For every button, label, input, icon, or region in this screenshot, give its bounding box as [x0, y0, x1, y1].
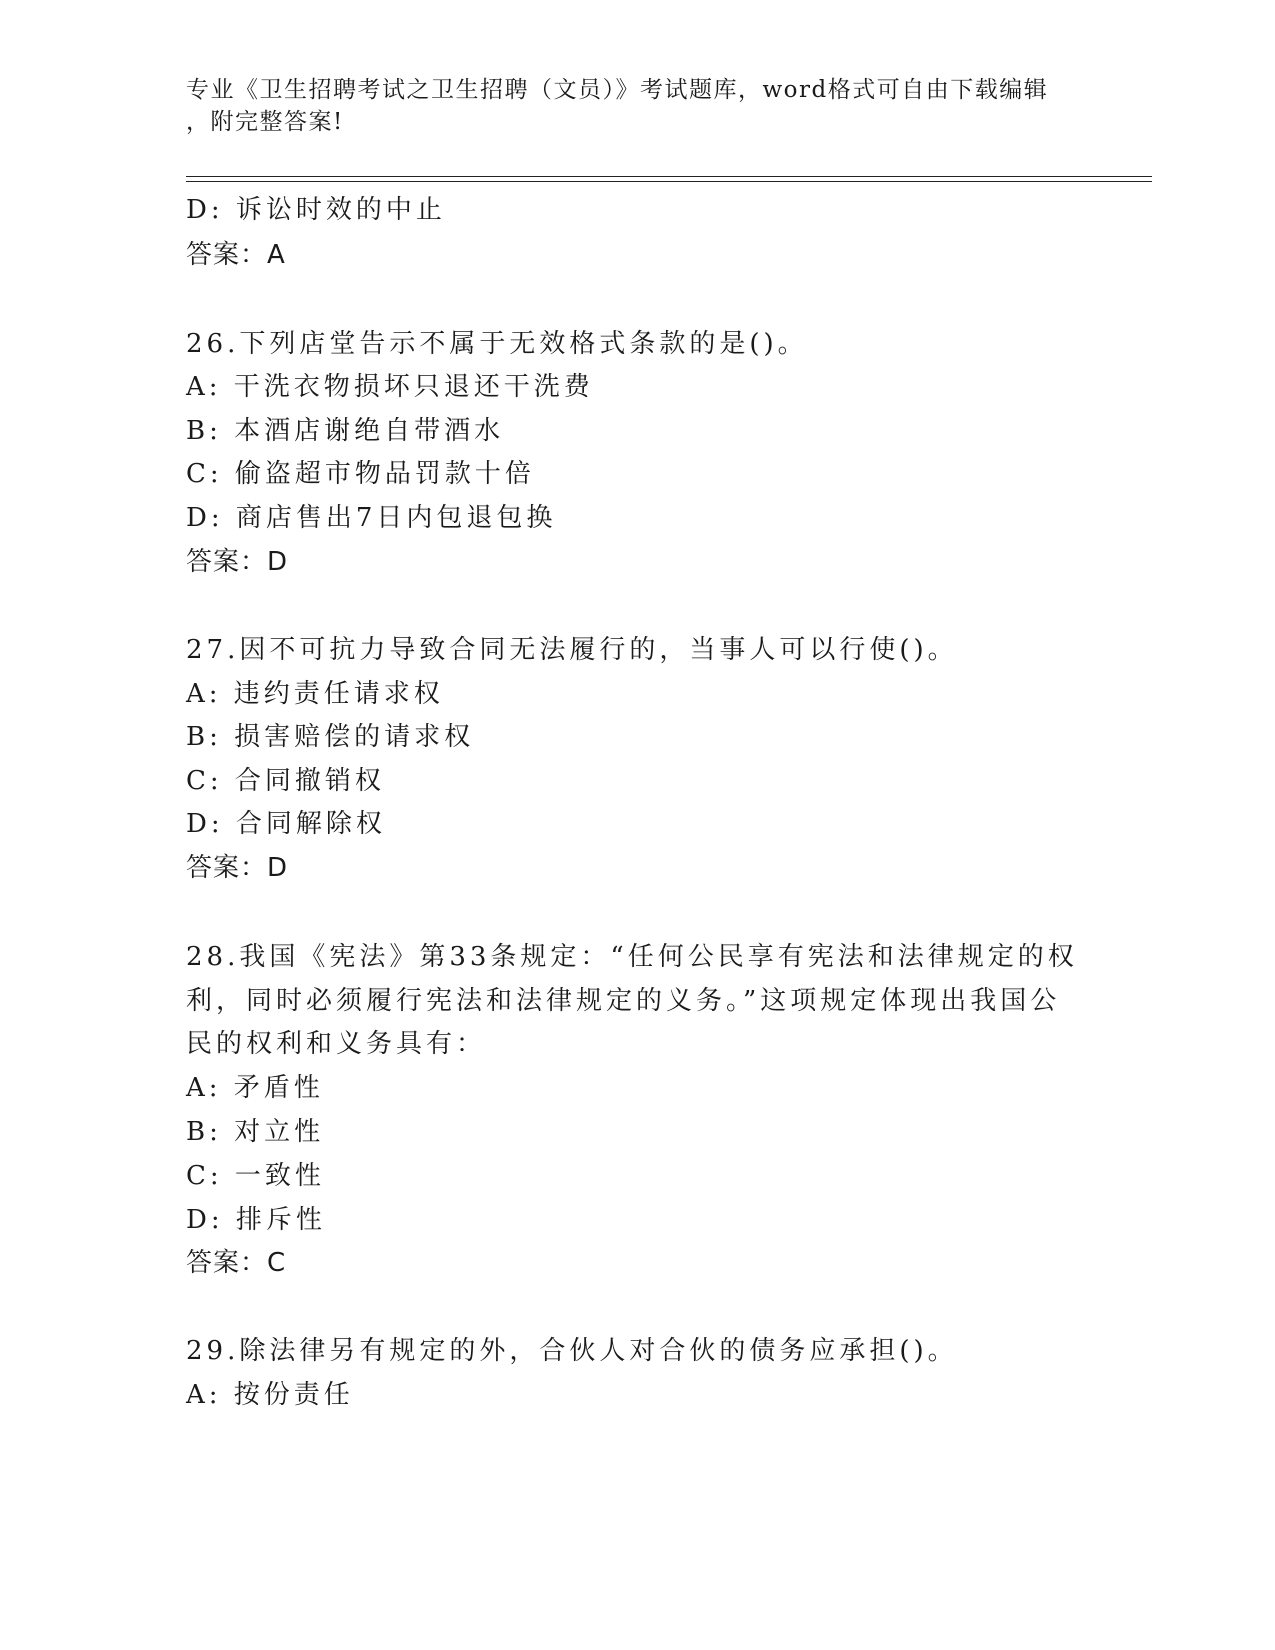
q26-option-c: C: 偷盗超市物品罚款十倍: [186, 459, 535, 489]
q27-option-d: D: 合同解除权: [186, 809, 386, 839]
q26-option-b: B: 本酒店谢绝自带酒水: [186, 416, 505, 446]
q26-answer: 答案：D: [186, 547, 289, 577]
q29-option-a: A: 按份责任: [186, 1380, 354, 1410]
question-27: 27.因不可抗力导致合同无法履行的，当事人可以行使()。: [186, 635, 958, 665]
option-d-prev: D: 诉讼时效的中止: [186, 195, 446, 225]
q28-option-b: B: 对立性: [186, 1117, 325, 1147]
q26-option-d: D: 商店售出7日内包退包换: [186, 503, 557, 533]
q27-answer: 答案：D: [186, 853, 289, 883]
question-26: 26.下列店堂告示不属于无效格式条款的是()。: [186, 329, 808, 359]
question-28-line-1: 28.我国《宪法》第33条规定：“任何公民享有宪法和法律规定的权: [186, 942, 1078, 972]
question-28-line-2: 利，同时必须履行宪法和法律规定的义务。”这项规定体现出我国公: [186, 986, 1061, 1016]
q28-option-d: D: 排斥性: [186, 1205, 326, 1235]
question-28-line-3: 民的权利和义务具有：: [186, 1029, 487, 1059]
header-line-1: 专业《卫生招聘考试之卫生招聘（文员）》考试题库，word格式可自由下载编辑: [186, 77, 1049, 103]
q28-answer: 答案：C: [186, 1248, 287, 1278]
answer-prev: 答案：A: [186, 240, 286, 270]
q28-option-a: A: 矛盾性: [186, 1073, 324, 1103]
q26-option-a: A: 干洗衣物损坏只退还干洗费: [186, 372, 594, 402]
q27-option-a: A: 违约责任请求权: [186, 679, 444, 709]
header-rule-top: [186, 176, 1152, 177]
q27-option-b: B: 损害赔偿的请求权: [186, 722, 475, 752]
document-header: [186, 74, 1066, 138]
header-line-2: ，附完整答案!: [186, 109, 344, 135]
header-rule-bottom: [186, 181, 1152, 182]
q27-option-c: C: 合同撤销权: [186, 766, 385, 796]
question-29: 29.除法律另有规定的外，合伙人对合伙的债务应承担()。: [186, 1336, 958, 1366]
q28-option-c: C: 一致性: [186, 1161, 325, 1191]
